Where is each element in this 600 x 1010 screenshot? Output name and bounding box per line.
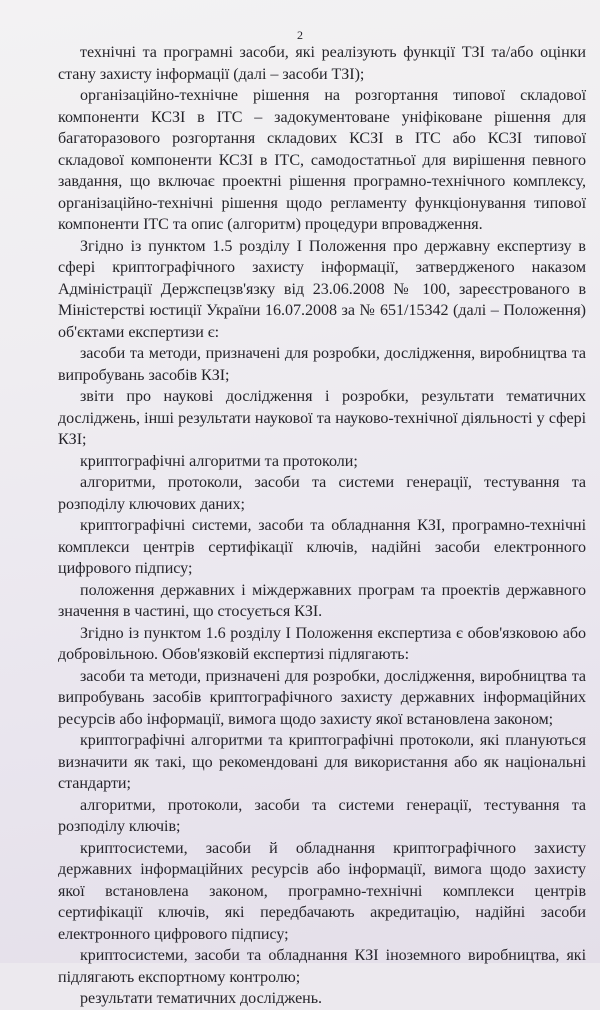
- document-body: [58, 42, 586, 1010]
- list-item-means-methods: засоби та методи, призначені для розробки, дослідження, виробництва та випробувань засобів КЗІ;: [58, 345, 586, 384]
- paragraph-tzi-tools: технічні та програмні засоби, які реалізують функції ТЗІ та/або оцінки стану захисту інформації (далі – засоби ТЗІ);: [58, 44, 586, 83]
- list-item-foreign-cryptosystems: криптосистеми, засоби та обладнання КЗІ іноземного виробництва, які підлягають експортному контролю;: [58, 947, 586, 986]
- list-item-research-reports: звіти про наукові дослідження і розробки, результати тематичних досліджень, інші результати наукової та науково-технічної діяльності у сфері КЗІ;: [58, 388, 586, 448]
- list-item-state-programs: положення державних і міждержавних програм та проектів державного значення в частині, що стосується КЗІ.: [58, 581, 586, 620]
- paragraph-clause-1-5: Згідно із пунктом 1.5 розділу І Положення про державну експертизу в сфері криптографічного захисту інформації, затвердженого наказом Адміністрації Держспецзв'язку від 23.06.2008 № 100, зареєстрованого в Міністерстві юстиції України 16.07.2008 за № 651/15342 (далі – Положення) об'єктами експертизи є:: [58, 237, 586, 341]
- list-item-mandatory-cryptosystems: криптосистеми, засоби й обладнання криптографічного захисту державних інформаційних ресурсів або інформації, вимога щодо захисту якої встановлена законом, програмно-технічні комплекси центрів сертифікації ключів, які передбачають акредитацію, надійні засоби електронного цифрового підпису;: [58, 839, 586, 943]
- list-item-thematic-research: результати тематичних досліджень.: [80, 990, 322, 1007]
- list-item-mandatory-means-methods: засоби та методи, призначені для розробки, дослідження, виробництва та випробувань засобів криптографічного захисту державних інформаційних ресурсів або інформації, вимога щодо захисту якої встановлена законом;: [58, 667, 586, 728]
- list-item-mandatory-key-systems: алгоритми, протоколи, засоби та системи генерації, тестування та розподілу ключів;: [58, 796, 586, 835]
- paragraph-org-tech-solution: організаційно-технічне рішення на розгортання типової складової компоненти КСЗІ в ІТС – задокументоване уніфіковане рішення для багаторазового розгортання складових КСЗІ в ІТС або КСЗІ типової складової компоненти КСЗІ в ІТС, самодостатньої для вирішення певного завдання, що включає проектні рішення програмно-технічного комплексу, організаційно-технічні рішення щодо регламенту функціонування типової компоненти ІТС та опис (алгоритм) процедури впровадження.: [58, 87, 586, 233]
- page-number: 2: [297, 28, 303, 42]
- list-item-key-generation: алгоритми, протоколи, засоби та системи генерації, тестування та розподілу ключових даних;: [58, 474, 586, 513]
- list-item-mandatory-algorithms-protocols: криптографічні алгоритми та криптографічні протоколи, які плануються визначити як такі, що рекомендовані для використання або як національні стандарти;: [58, 732, 586, 792]
- paragraph-clause-1-6: Згідно із пунктом 1.6 розділу І Положення експертиза є обов'язковою або добровільною. Обов'язковій експертизі підлягають:: [58, 624, 586, 663]
- list-item-crypto-algorithms: криптографічні алгоритми та протоколи;: [80, 452, 358, 470]
- list-item-crypto-systems: криптографічні системи, засоби та обладнання КЗІ, програмно-технічні комплекси центрів сертифікації ключів, надійні засоби електронного цифрового підпису;: [58, 517, 586, 577]
